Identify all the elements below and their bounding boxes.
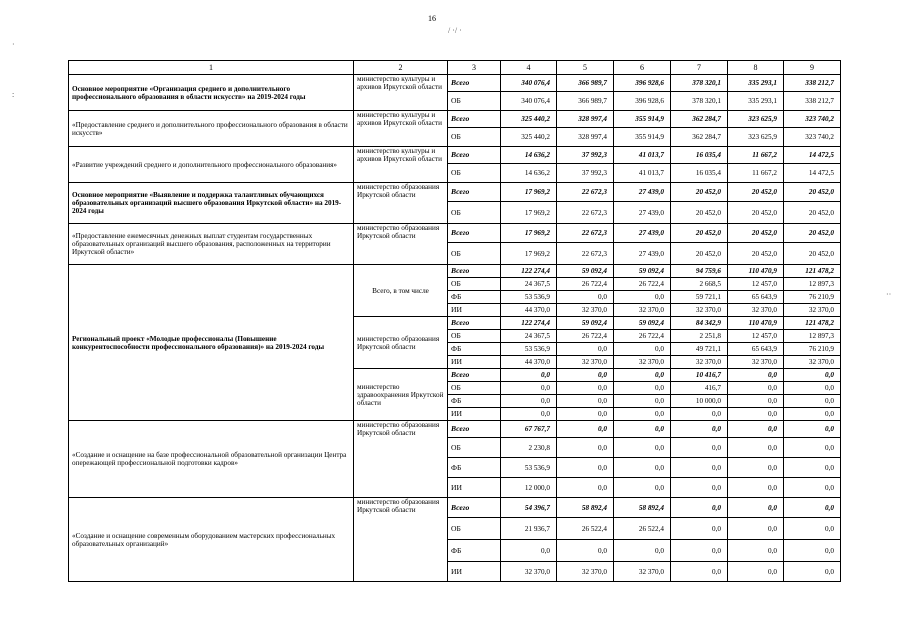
- value-cell: 12 897,3: [784, 330, 841, 343]
- value-cell: 323 740,2: [784, 128, 841, 147]
- column-header-1: 1: [69, 61, 354, 75]
- page-number: 16: [428, 14, 436, 23]
- column-header-4: 4: [501, 61, 557, 75]
- value-cell: 65 643,9: [728, 291, 784, 304]
- funding-source-cell: ИИ: [448, 356, 501, 369]
- funding-source-cell: ИИ: [448, 562, 501, 582]
- value-cell: 0,0: [728, 408, 784, 421]
- value-cell: 0,0: [557, 478, 614, 498]
- value-cell: 0,0: [614, 540, 671, 562]
- value-cell: 10 000,0: [671, 395, 728, 408]
- value-cell: 26 722,4: [614, 278, 671, 291]
- value-cell: 0,0: [614, 291, 671, 304]
- program-name-cell: Региональный проект «Молодые профессионалы (Повышение конкурентоспособности профессионального образования)» на 2019-2024 годы: [69, 265, 354, 421]
- value-cell: 16 035,4: [671, 147, 728, 164]
- value-cell: 20 452,0: [784, 224, 841, 243]
- value-cell: 22 672,3: [557, 243, 614, 265]
- value-cell: 325 440,2: [501, 128, 557, 147]
- value-cell: 0,0: [728, 540, 784, 562]
- value-cell: 32 370,0: [557, 562, 614, 582]
- column-header-2: 2: [354, 61, 448, 75]
- funding-source-cell: ОБ: [448, 164, 501, 183]
- program-name-cell: «Развитие учреждений среднего и дополнительного профессионального образования»: [69, 147, 354, 183]
- value-cell: 32 370,0: [784, 356, 841, 369]
- value-cell: 65 643,9: [728, 343, 784, 356]
- value-cell: 0,0: [557, 540, 614, 562]
- value-cell: 14 636,2: [501, 147, 557, 164]
- value-cell: 355 914,9: [614, 128, 671, 147]
- value-cell: 0,0: [784, 421, 841, 438]
- value-cell: 0,0: [501, 382, 557, 395]
- value-cell: 22 672,3: [557, 224, 614, 243]
- funding-source-cell: Всего: [448, 224, 501, 243]
- value-cell: 0,0: [728, 369, 784, 382]
- value-cell: 20 452,0: [671, 202, 728, 224]
- value-cell: 0,0: [501, 408, 557, 421]
- value-cell: 12 457,0: [728, 278, 784, 291]
- value-cell: 53 536,9: [501, 291, 557, 304]
- funding-source-cell: Всего: [448, 111, 501, 128]
- value-cell: 44 370,0: [501, 356, 557, 369]
- value-cell: 11 667,2: [728, 147, 784, 164]
- executor-cell: министерство культуры и архивов Иркутской области: [354, 111, 448, 147]
- value-cell: 0,0: [784, 498, 841, 518]
- value-cell: 0,0: [614, 438, 671, 458]
- column-header-8: 8: [728, 61, 784, 75]
- program-name-cell: «Предоставление ежемесячных денежных выплат студентам государственных образовательных организаций высшего образования, расположенных на территории Иркутской области»: [69, 224, 354, 265]
- value-cell: 0,0: [614, 343, 671, 356]
- value-cell: 32 370,0: [728, 304, 784, 317]
- value-cell: 335 293,1: [728, 75, 784, 92]
- value-cell: 0,0: [784, 369, 841, 382]
- table-row: [69, 421, 841, 438]
- value-cell: 41 013,7: [614, 147, 671, 164]
- funding-source-cell: ОБ: [448, 382, 501, 395]
- value-cell: 53 536,9: [501, 343, 557, 356]
- value-cell: 396 928,6: [614, 75, 671, 92]
- program-name-cell: Основное мероприятие «Выявление и поддержка талантливых обучающихся образовательных организаций высшего образования Иркутской области» на 2019-2024 годы: [69, 183, 354, 224]
- executor-cell: министерство образования Иркутской области: [354, 421, 448, 498]
- value-cell: 41 013,7: [614, 164, 671, 183]
- value-cell: 32 370,0: [557, 304, 614, 317]
- value-cell: 20 452,0: [671, 224, 728, 243]
- value-cell: 14 472,5: [784, 147, 841, 164]
- value-cell: 0,0: [671, 478, 728, 498]
- value-cell: 17 969,2: [501, 243, 557, 265]
- value-cell: 59 092,4: [614, 265, 671, 278]
- value-cell: 54 396,7: [501, 498, 557, 518]
- value-cell: 59 092,4: [557, 265, 614, 278]
- value-cell: 121 478,2: [784, 265, 841, 278]
- value-cell: 32 370,0: [501, 562, 557, 582]
- value-cell: 26 522,4: [614, 518, 671, 540]
- value-cell: 53 536,9: [501, 458, 557, 478]
- value-cell: 0,0: [614, 369, 671, 382]
- funding-source-cell: Всего: [448, 369, 501, 382]
- value-cell: 24 367,5: [501, 330, 557, 343]
- value-cell: 0,0: [784, 518, 841, 540]
- value-cell: 21 936,7: [501, 518, 557, 540]
- value-cell: 355 914,9: [614, 111, 671, 128]
- value-cell: 378 320,1: [671, 75, 728, 92]
- value-cell: 32 370,0: [671, 304, 728, 317]
- value-cell: 24 367,5: [501, 278, 557, 291]
- table-row: [69, 111, 841, 128]
- value-cell: 0,0: [557, 369, 614, 382]
- value-cell: 11 667,2: [728, 164, 784, 183]
- executor-cell: министерство образования Иркутской области: [354, 317, 448, 369]
- value-cell: 76 210,9: [784, 343, 841, 356]
- value-cell: 26 522,4: [557, 518, 614, 540]
- scan-mark: / ·/ ·: [448, 26, 462, 35]
- value-cell: 0,0: [557, 395, 614, 408]
- value-cell: 0,0: [784, 562, 841, 582]
- scan-mark: ··: [886, 290, 892, 299]
- value-cell: 94 759,6: [671, 265, 728, 278]
- value-cell: 32 370,0: [784, 304, 841, 317]
- value-cell: 0,0: [728, 498, 784, 518]
- value-cell: 27 439,0: [614, 243, 671, 265]
- value-cell: 338 212,7: [784, 75, 841, 92]
- value-cell: 0,0: [728, 421, 784, 438]
- value-cell: 323 740,2: [784, 111, 841, 128]
- value-cell: 0,0: [671, 438, 728, 458]
- funding-source-cell: ОБ: [448, 330, 501, 343]
- value-cell: 0,0: [557, 291, 614, 304]
- value-cell: 0,0: [784, 478, 841, 498]
- value-cell: 335 293,1: [728, 92, 784, 111]
- value-cell: 0,0: [671, 518, 728, 540]
- funding-source-cell: ОБ: [448, 438, 501, 458]
- value-cell: 49 721,1: [671, 343, 728, 356]
- value-cell: 14 636,2: [501, 164, 557, 183]
- funding-source-cell: ОБ: [448, 278, 501, 291]
- value-cell: 340 076,4: [501, 92, 557, 111]
- table-row: [69, 183, 841, 202]
- funding-source-cell: Всего: [448, 317, 501, 330]
- value-cell: 328 997,4: [557, 111, 614, 128]
- value-cell: 0,0: [671, 540, 728, 562]
- value-cell: 27 439,0: [614, 183, 671, 202]
- value-cell: 32 370,0: [614, 356, 671, 369]
- value-cell: 0,0: [671, 458, 728, 478]
- value-cell: 0,0: [614, 408, 671, 421]
- program-name-cell: «Создание и оснащение современным оборудованием мастерских профессиональных образовательных организаций»: [69, 498, 354, 582]
- value-cell: 0,0: [501, 540, 557, 562]
- column-header-5: 5: [557, 61, 614, 75]
- value-cell: 0,0: [728, 395, 784, 408]
- value-cell: 12 457,0: [728, 330, 784, 343]
- value-cell: 44 370,0: [501, 304, 557, 317]
- value-cell: 76 210,9: [784, 291, 841, 304]
- table-row: [69, 224, 841, 243]
- value-cell: 0,0: [728, 562, 784, 582]
- value-cell: 58 892,4: [557, 498, 614, 518]
- value-cell: 122 274,4: [501, 317, 557, 330]
- value-cell: 27 439,0: [614, 202, 671, 224]
- value-cell: 0,0: [614, 382, 671, 395]
- value-cell: 121 478,2: [784, 317, 841, 330]
- value-cell: 32 370,0: [614, 304, 671, 317]
- value-cell: 0,0: [557, 438, 614, 458]
- value-cell: 17 969,2: [501, 183, 557, 202]
- value-cell: 20 452,0: [671, 183, 728, 202]
- funding-source-cell: ОБ: [448, 128, 501, 147]
- value-cell: 2 251,8: [671, 330, 728, 343]
- funding-source-cell: ФБ: [448, 395, 501, 408]
- funding-source-cell: ФБ: [448, 343, 501, 356]
- value-cell: 0,0: [501, 369, 557, 382]
- value-cell: 20 452,0: [728, 183, 784, 202]
- value-cell: 0,0: [557, 343, 614, 356]
- value-cell: 0,0: [728, 458, 784, 478]
- funding-source-cell: ФБ: [448, 540, 501, 562]
- funding-source-cell: ОБ: [448, 243, 501, 265]
- value-cell: 32 370,0: [614, 562, 671, 582]
- funding-source-cell: ОБ: [448, 202, 501, 224]
- value-cell: 378 320,1: [671, 92, 728, 111]
- funding-source-cell: Всего: [448, 75, 501, 92]
- value-cell: 2 230,8: [501, 438, 557, 458]
- value-cell: 2 668,5: [671, 278, 728, 291]
- value-cell: 0,0: [671, 562, 728, 582]
- value-cell: 0,0: [728, 518, 784, 540]
- table-row: [69, 265, 841, 278]
- value-cell: 22 672,3: [557, 183, 614, 202]
- value-cell: 58 892,4: [614, 498, 671, 518]
- budget-table-sheet: [68, 60, 841, 582]
- value-cell: 325 440,2: [501, 111, 557, 128]
- program-name-cell: «Предоставление среднего и дополнительного профессионального образования в области искусств»: [69, 111, 354, 147]
- program-name-cell: Основное мероприятие «Организация среднего и дополнительного профессионального образования в области искусств» на 2019-2024 годы: [69, 75, 354, 111]
- value-cell: 67 767,7: [501, 421, 557, 438]
- funding-source-cell: ИИ: [448, 478, 501, 498]
- value-cell: 0,0: [557, 421, 614, 438]
- value-cell: 17 969,2: [501, 224, 557, 243]
- value-cell: 122 274,4: [501, 265, 557, 278]
- executor-cell: министерство образования Иркутской области: [354, 498, 448, 582]
- table-row: [69, 498, 841, 518]
- value-cell: 12 000,0: [501, 478, 557, 498]
- value-cell: 0,0: [728, 438, 784, 458]
- value-cell: 110 470,9: [728, 265, 784, 278]
- value-cell: 0,0: [784, 408, 841, 421]
- value-cell: 0,0: [784, 540, 841, 562]
- funding-source-cell: ФБ: [448, 458, 501, 478]
- value-cell: 84 342,9: [671, 317, 728, 330]
- value-cell: 323 625,9: [728, 111, 784, 128]
- funding-source-cell: Всего: [448, 147, 501, 164]
- executor-cell: министерство культуры и архивов Иркутской области: [354, 75, 448, 111]
- value-cell: 22 672,3: [557, 202, 614, 224]
- scan-mark: :: [12, 90, 15, 99]
- value-cell: 20 452,0: [728, 202, 784, 224]
- funding-source-cell: Всего: [448, 498, 501, 518]
- value-cell: 0,0: [784, 458, 841, 478]
- value-cell: 0,0: [501, 395, 557, 408]
- value-cell: 27 439,0: [614, 224, 671, 243]
- table-row: [69, 75, 841, 92]
- value-cell: 37 992,3: [557, 147, 614, 164]
- value-cell: 59 092,4: [614, 317, 671, 330]
- funding-source-cell: ОБ: [448, 518, 501, 540]
- header-row: [69, 61, 841, 75]
- column-header-6: 6: [614, 61, 671, 75]
- column-header-3: 3: [448, 61, 501, 75]
- value-cell: 0,0: [728, 478, 784, 498]
- scan-mark: ·: [12, 40, 15, 49]
- value-cell: 10 416,7: [671, 369, 728, 382]
- value-cell: 32 370,0: [671, 356, 728, 369]
- column-header-7: 7: [671, 61, 728, 75]
- value-cell: 0,0: [671, 408, 728, 421]
- value-cell: 362 284,7: [671, 111, 728, 128]
- executor-cell: Всего, в том числе: [354, 265, 448, 317]
- value-cell: 20 452,0: [784, 183, 841, 202]
- value-cell: 32 370,0: [728, 356, 784, 369]
- value-cell: 17 969,2: [501, 202, 557, 224]
- value-cell: 0,0: [614, 478, 671, 498]
- value-cell: 0,0: [728, 382, 784, 395]
- value-cell: 0,0: [614, 458, 671, 478]
- value-cell: 338 212,7: [784, 92, 841, 111]
- value-cell: 416,7: [671, 382, 728, 395]
- value-cell: 0,0: [784, 395, 841, 408]
- value-cell: 16 035,4: [671, 164, 728, 183]
- value-cell: 0,0: [557, 458, 614, 478]
- value-cell: 20 452,0: [728, 243, 784, 265]
- value-cell: 37 992,3: [557, 164, 614, 183]
- value-cell: 26 722,4: [614, 330, 671, 343]
- value-cell: 20 452,0: [784, 202, 841, 224]
- value-cell: 59 092,4: [557, 317, 614, 330]
- value-cell: 0,0: [671, 421, 728, 438]
- value-cell: 0,0: [784, 438, 841, 458]
- funding-source-cell: Всего: [448, 265, 501, 278]
- executor-cell: министерство здравоохранения Иркутской области: [354, 369, 448, 421]
- value-cell: 366 989,7: [557, 75, 614, 92]
- value-cell: 0,0: [614, 421, 671, 438]
- value-cell: 26 722,4: [557, 278, 614, 291]
- value-cell: 0,0: [671, 498, 728, 518]
- program-name-cell: «Создание и оснащение на базе профессиональной образовательной организации Центра опережающей профессиональной подготовки кадров»: [69, 421, 354, 498]
- executor-cell: министерство образования Иркутской области: [354, 224, 448, 265]
- value-cell: 110 470,9: [728, 317, 784, 330]
- value-cell: 328 997,4: [557, 128, 614, 147]
- funding-source-cell: Всего: [448, 183, 501, 202]
- executor-cell: министерство образования Иркутской области: [354, 183, 448, 224]
- value-cell: 14 472,5: [784, 164, 841, 183]
- column-header-9: 9: [784, 61, 841, 75]
- funding-source-cell: Всего: [448, 421, 501, 438]
- value-cell: 0,0: [614, 395, 671, 408]
- value-cell: 340 076,4: [501, 75, 557, 92]
- value-cell: 366 989,7: [557, 92, 614, 111]
- value-cell: 26 722,4: [557, 330, 614, 343]
- value-cell: 323 625,9: [728, 128, 784, 147]
- value-cell: 32 370,0: [557, 356, 614, 369]
- value-cell: 59 721,1: [671, 291, 728, 304]
- budget-table: [68, 60, 841, 582]
- value-cell: 0,0: [557, 408, 614, 421]
- value-cell: 362 284,7: [671, 128, 728, 147]
- value-cell: 12 897,3: [784, 278, 841, 291]
- funding-source-cell: ИИ: [448, 408, 501, 421]
- value-cell: 0,0: [557, 382, 614, 395]
- funding-source-cell: ФБ: [448, 291, 501, 304]
- value-cell: 0,0: [784, 382, 841, 395]
- value-cell: 20 452,0: [784, 243, 841, 265]
- table-row: [69, 147, 841, 164]
- funding-source-cell: ИИ: [448, 304, 501, 317]
- funding-source-cell: ОБ: [448, 92, 501, 111]
- value-cell: 20 452,0: [671, 243, 728, 265]
- value-cell: 396 928,6: [614, 92, 671, 111]
- executor-cell: министерство культуры и архивов Иркутской области: [354, 147, 448, 183]
- value-cell: 20 452,0: [728, 224, 784, 243]
